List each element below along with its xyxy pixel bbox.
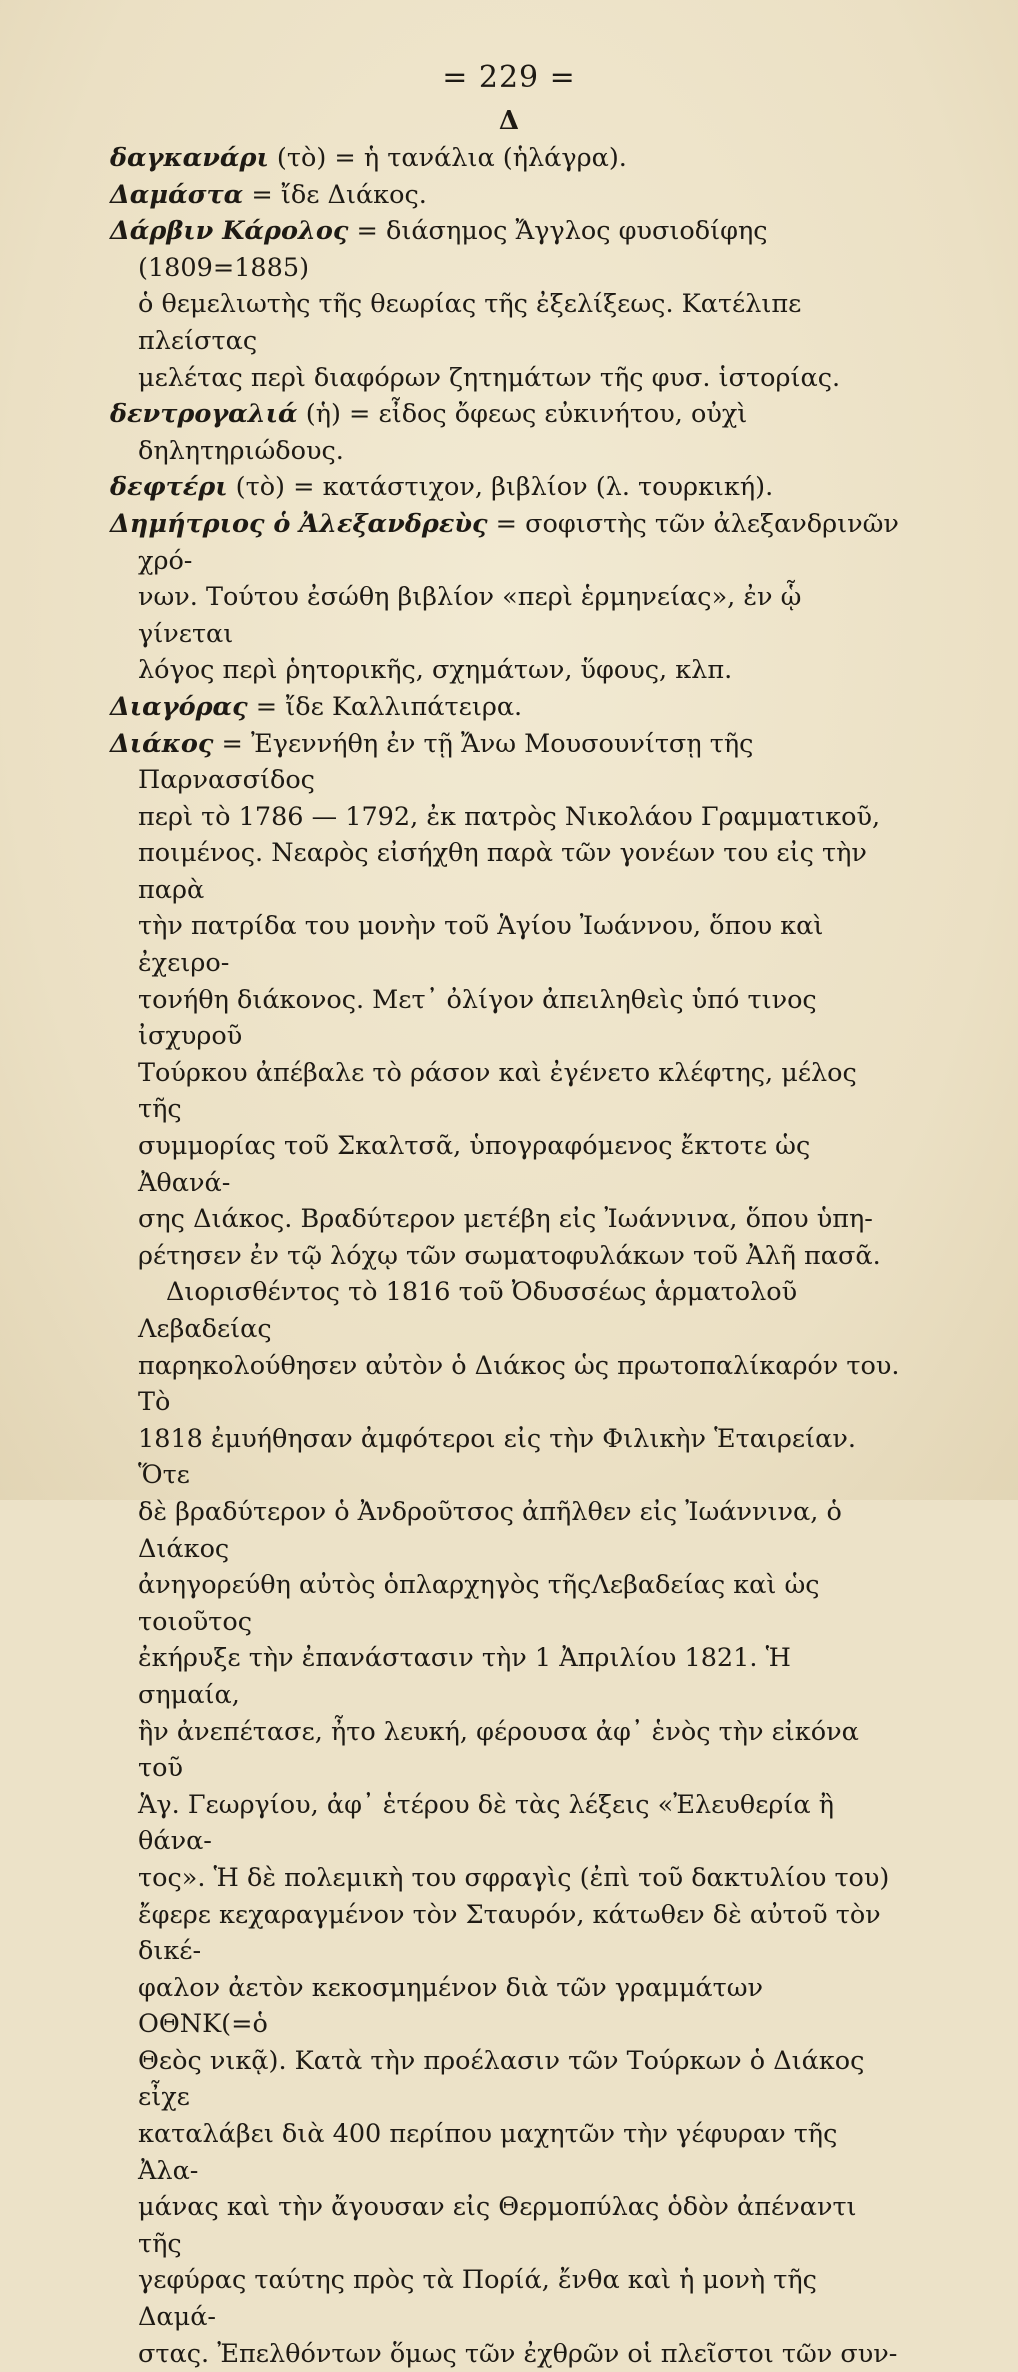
entry-definition: = ἴδε Διάκος.	[243, 179, 427, 210]
glossary-entry	[110, 469, 900, 506]
entry-term: Δάρβιν Κάρολος	[110, 216, 349, 247]
entry-term: δεντρογαλιά	[110, 399, 298, 430]
entry-definition: (τὸ) = κατάστιχον, βιβλίον (λ. τουρκική).	[227, 472, 774, 503]
entry-term: Δημήτριος ὁ Ἀλεξανδρεὺς	[110, 508, 488, 539]
glossary-entry	[110, 726, 900, 1275]
entry-term: δεφτέρι	[110, 472, 228, 503]
entry-term: Διαγόρας	[110, 691, 248, 722]
entry-definition: = σοφιστὴς τῶν ἀλεξανδρινῶν χρό- νων. Τούτου ἐσώθη βιβλίον «περὶ ἑρμηνείας», ἐν ᾧ γίνεται λόγος περὶ ῥητορικῆς, σχημάτων, ὕφους, κλπ.	[138, 508, 899, 686]
glossary-entry	[110, 213, 900, 396]
entry-definition: (ἡ) = εἶδος ὄφεως εὐκινήτου, οὐχὶ δηλητηριώδους.	[138, 399, 748, 466]
entry-term: Διάκος	[110, 728, 214, 759]
entry-term: δαγκανάρι	[110, 143, 269, 173]
page-number: = 229 =	[442, 60, 576, 95]
entry-definition: Διορισθέντος τὸ 1816 τοῦ Ὀδυσσέως ἁρματολοῦ Λεβαδείας παρηκολούθησεν αὐτὸν ὁ Διάκος ὡς πρωτοπαλίκαρόν του. Τὸ 1818 ἐμυήθησαν ἀμφότεροι εἰς τὴν Φιλικὴν Ἑταιρείαν. Ὅτε δὲ βραδύτερον ὁ Ἀνδροῦτσος ἀπῆλθεν εἰς Ἰωάννινα, ὁ Διάκος ἀνηγορεύθη αὐτὸς ὁπλαρχηγὸς τῆςΛεβαδείας καὶ ὡς τοιοῦτος ἐκήρυξε τὴν ἐπανάστασιν τὴν 1 Ἀπριλίου 1821. Ἡ σημαία, ἣν ἀνεπέτασε, ἦτο λευκή, φέρουσα ἀφ᾽ ἑνὸς τὴν εἰκόνα τοῦ Ἁγ. Γεωργίου, ἀφ᾽ ἑτέρου δὲ τὰς λέξεις «Ἐλευθερία ἢ θάνα- τος». Ἡ δὲ πολεμικὴ του σφραγὶς (ἐπὶ τοῦ δακτυλίου του) ἔφερε κεχαραγμένον τὸν Σταυρόν, κάτωθεν δὲ αὐτοῦ τὸν δικέ- φαλον ἀετὸν κεκοσμημένον διὰ τῶν γραμμάτων ΟΘΝΚ(=ὁ Θεὸς νικᾷ). Κατὰ τὴν προέλασιν τῶν Τούρκων ὁ Διάκος εἶχε καταλάβει διὰ 400 περίπου μαχητῶν τὴν γέφυραν τῆς Ἀλα- μάνας καὶ τὴν ἄγουσαν εἰς Θερμοπύλας ὁδὸν ἀπέναντι τῆς γεφύρας ταύτης πρὸς τὰ Πορίά, ἔνθα καὶ ἡ μονὴ τῆς Δαμά- στας. Ἐπελθόντων ὅμως τῶν ἐχθρῶν οἱ πλεῖστοι τῶν συν-	[138, 1277, 900, 2369]
glossary-entries	[110, 140, 900, 2372]
entry-definition: = ἴδε Καλλιπάτειρα.	[247, 691, 523, 722]
entry-definition: = διάσημος Ἄγγλος φυσιοδίφης (1809=1885) ὁ θεμελιωτὴς τῆς θεωρίας τῆς ἐξελίξεως. Κατέλιπε πλείστας μελέτας περὶ διαφόρων ζητημάτων τῆς φυσ. ἱστορίας.	[138, 216, 841, 393]
glossary-entry	[110, 689, 900, 726]
glossary-entry	[110, 177, 900, 214]
entry-term: Δαμάστα	[110, 179, 244, 210]
entry-definition: = Ἐγεννήθη ἐν τῇ Ἄνω Μουσουνίτσῃ τῆς Παρνασσίδος περὶ τὸ 1786 — 1792, ἐκ πατρὸς Νικολάου Γραμματικοῦ, ποιμένος. Νεαρὸς εἰσήχθη παρὰ τῶν γονέων του εἰς τὴν παρὰ τὴν πατρίδα του μονὴν τοῦ Ἁγίου Ἰωάννου, ὅπου καὶ ἐχειρο- τονήθη διάκονος. Μετ᾽ ὀλίγον ἀπειληθεὶς ὑπό τινος ἰσχυροῦ Τούρκου ἀπέβαλε τὸ ράσον καὶ ἐγένετο κλέφτης, μέλος τῆς συμμορίας τοῦ Σκαλτσᾶ, ὑπογραφόμενος ἔκτοτε ὡς Ἀθανά- σης Διάκος. Βραδύτερον μετέβη εἰς Ἰωάννινα, ὅπου ὑπη- ρέτησεν ἐν τῷ λόχῳ τῶν σωματοφυλάκων τοῦ Ἀλῆ πασᾶ.	[138, 728, 881, 1271]
glossary-paragraph	[110, 1274, 900, 2372]
glossary-entry	[110, 140, 900, 177]
glossary-entry	[110, 506, 900, 689]
glossary-entry	[110, 396, 900, 469]
section-letter: Δ	[498, 106, 520, 136]
entry-definition: (τὸ) = ἡ τανάλια (ἡλάγρα).	[268, 143, 627, 173]
